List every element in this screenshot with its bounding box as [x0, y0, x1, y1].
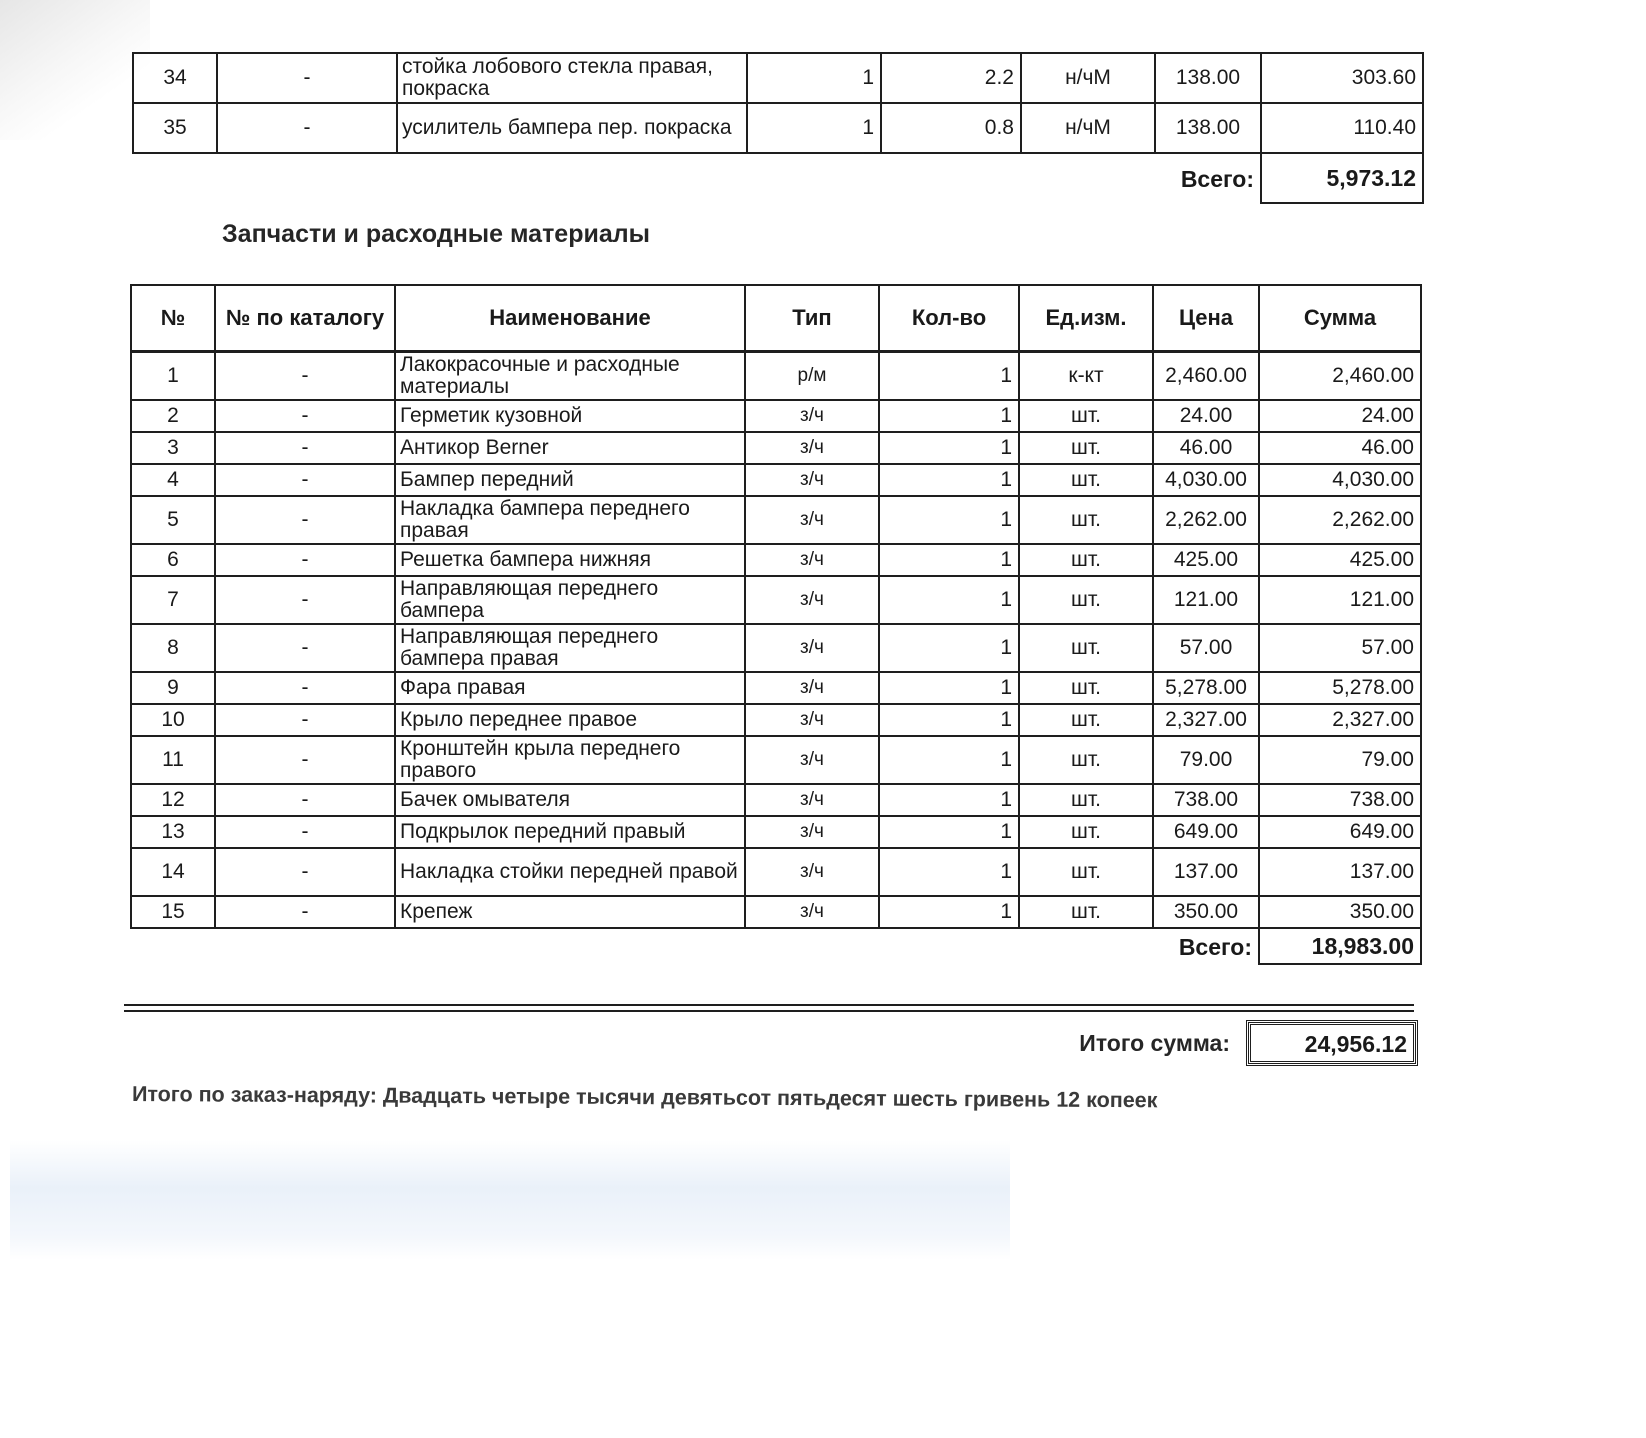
- row-number: 4: [131, 464, 215, 496]
- item-quantity: 1: [879, 496, 1019, 544]
- item-name: Крепеж: [395, 896, 745, 928]
- works-total-value: 5,973.12: [1261, 153, 1423, 203]
- item-sum: 4,030.00: [1259, 464, 1421, 496]
- item-price: 2,460.00: [1153, 352, 1259, 401]
- item-price: 425.00: [1153, 544, 1259, 576]
- item-sum: 79.00: [1259, 736, 1421, 784]
- column-header-sum: Сумма: [1259, 285, 1421, 352]
- catalog-number: -: [215, 704, 395, 736]
- double-rule-bottom: [124, 1010, 1414, 1012]
- row-number: 35: [133, 103, 217, 153]
- item-sum: 5,278.00: [1259, 672, 1421, 704]
- item-price: 738.00: [1153, 784, 1259, 816]
- item-sum: 2,327.00: [1259, 704, 1421, 736]
- item-unit: шт.: [1019, 736, 1153, 784]
- row-number: 7: [131, 576, 215, 624]
- item-type: з/ч: [745, 400, 879, 432]
- table-row: [131, 544, 1421, 576]
- item-unit: к-кт: [1019, 352, 1153, 401]
- parts-table-body: [131, 352, 1421, 929]
- item-unit: шт.: [1019, 464, 1153, 496]
- item-sum: 2,262.00: [1259, 496, 1421, 544]
- item-name: Кронштейн крыла переднего правого: [395, 736, 745, 784]
- item-unit: шт.: [1019, 496, 1153, 544]
- scan-shadow: [0, 0, 150, 140]
- item-type: з/ч: [745, 816, 879, 848]
- item-unit: шт.: [1019, 672, 1153, 704]
- parts-table: [130, 284, 1422, 965]
- item-sum: 137.00: [1259, 848, 1421, 896]
- item-sum: 350.00: [1259, 896, 1421, 928]
- item-name: Направляющая переднего бампера правая: [395, 624, 745, 672]
- grand-total-value: 24,956.12: [1304, 1031, 1407, 1057]
- table-row: [131, 624, 1421, 672]
- catalog-number: -: [215, 784, 395, 816]
- table-row: [131, 736, 1421, 784]
- table-row: [131, 576, 1421, 624]
- item-unit: н/чМ: [1021, 103, 1155, 153]
- catalog-number: -: [215, 736, 395, 784]
- row-number: 3: [131, 432, 215, 464]
- scan-smudge: [10, 1140, 1010, 1260]
- item-type: р/м: [745, 352, 879, 401]
- item-unit: шт.: [1019, 704, 1153, 736]
- parts-total-label: Всего:: [1178, 933, 1252, 960]
- table-header-row: [131, 285, 1421, 352]
- row-number: 8: [131, 624, 215, 672]
- item-price: 137.00: [1153, 848, 1259, 896]
- table-row: [131, 672, 1421, 704]
- item-type: з/ч: [745, 432, 879, 464]
- catalog-number: -: [215, 624, 395, 672]
- item-unit: шт.: [1019, 896, 1153, 928]
- item-type: з/ч: [745, 496, 879, 544]
- item-price: 57.00: [1153, 624, 1259, 672]
- column-header-quantity: Кол-во: [879, 285, 1019, 352]
- section-title: Запчасти и расходные материалы: [222, 220, 650, 248]
- item-unit: шт.: [1019, 848, 1153, 896]
- row-number: 2: [131, 400, 215, 432]
- item-name: Направляющая переднего бампера: [395, 576, 745, 624]
- column-header-price: Цена: [1153, 285, 1259, 352]
- column-header-name: Наименование: [395, 285, 745, 352]
- catalog-number: -: [215, 432, 395, 464]
- catalog-number: -: [215, 672, 395, 704]
- item-quantity: 1: [879, 352, 1019, 401]
- item-quantity: 1: [879, 624, 1019, 672]
- item-price: 350.00: [1153, 896, 1259, 928]
- item-type: з/ч: [745, 848, 879, 896]
- row-number: 1: [131, 352, 215, 401]
- item-quantity: 2.2: [881, 53, 1021, 103]
- item-unit: шт.: [1019, 576, 1153, 624]
- item-name: Герметик кузовной: [395, 400, 745, 432]
- row-number: 15: [131, 896, 215, 928]
- item-name: Фара правая: [395, 672, 745, 704]
- parts-total-row: [131, 928, 1421, 964]
- item-sum: 110.40: [1261, 103, 1423, 153]
- table-row: [131, 496, 1421, 544]
- table-row: [131, 784, 1421, 816]
- item-name: Антикор Berner: [395, 432, 745, 464]
- catalog-number: -: [215, 352, 395, 401]
- item-price: 4,030.00: [1153, 464, 1259, 496]
- works-total-label: Всего:: [1180, 165, 1254, 192]
- row-number: 10: [131, 704, 215, 736]
- catalog-number: -: [217, 103, 397, 153]
- table-row: [131, 704, 1421, 736]
- catalog-number: -: [215, 848, 395, 896]
- item-name: Подкрылок передний правый: [395, 816, 745, 848]
- works-total-row: [133, 153, 1423, 203]
- table-row: [131, 896, 1421, 928]
- item-name: Лакокрасочные и расходные материалы: [395, 352, 745, 401]
- item-quantity: 1: [879, 848, 1019, 896]
- row-number: 34: [133, 53, 217, 103]
- item-unit: шт.: [1019, 816, 1153, 848]
- item-quantity: 1: [879, 896, 1019, 928]
- item-name: Накладка стойки передней правой: [395, 848, 745, 896]
- item-name: усилитель бампера пер. покраска: [397, 103, 747, 153]
- item-price: 2,327.00: [1153, 704, 1259, 736]
- item-name: Крыло переднее правое: [395, 704, 745, 736]
- column-header-type: Тип: [745, 285, 879, 352]
- item-unit: н/чМ: [1021, 53, 1155, 103]
- item-type: 1: [747, 103, 881, 153]
- works-table: [132, 52, 1424, 204]
- item-type: з/ч: [745, 736, 879, 784]
- item-type: з/ч: [745, 576, 879, 624]
- item-quantity: 1: [879, 432, 1019, 464]
- item-sum: 2,460.00: [1259, 352, 1421, 401]
- catalog-number: -: [215, 544, 395, 576]
- item-quantity: 1: [879, 576, 1019, 624]
- item-type: з/ч: [745, 672, 879, 704]
- item-quantity: 1: [879, 784, 1019, 816]
- catalog-number: -: [217, 53, 397, 103]
- catalog-number: -: [215, 896, 395, 928]
- double-rule-top: [124, 1004, 1414, 1006]
- table-row: [131, 400, 1421, 432]
- grand-total-box: [1248, 1022, 1416, 1064]
- item-quantity: 1: [879, 464, 1019, 496]
- item-unit: шт.: [1019, 624, 1153, 672]
- table-row: [133, 103, 1423, 153]
- table-row: [131, 352, 1421, 401]
- table-row: [131, 848, 1421, 896]
- item-quantity: 1: [879, 672, 1019, 704]
- amount-in-words: Итого по заказ-наряду: Двадцать четыре тысячи девятьсот пятьдесят шесть гривень 12 копеек: [131, 1082, 1158, 1113]
- item-type: з/ч: [745, 704, 879, 736]
- item-price: 46.00: [1153, 432, 1259, 464]
- column-header-unit: Ед.изм.: [1019, 285, 1153, 352]
- item-price: 5,278.00: [1153, 672, 1259, 704]
- table-row: [131, 432, 1421, 464]
- table-row: [131, 816, 1421, 848]
- item-price: 649.00: [1153, 816, 1259, 848]
- item-price: 2,262.00: [1153, 496, 1259, 544]
- row-number: 9: [131, 672, 215, 704]
- item-unit: шт.: [1019, 400, 1153, 432]
- item-name: Бампер передний: [395, 464, 745, 496]
- item-sum: 121.00: [1259, 576, 1421, 624]
- item-price: 138.00: [1155, 103, 1261, 153]
- item-quantity: 1: [879, 816, 1019, 848]
- item-price: 138.00: [1155, 53, 1261, 103]
- item-quantity: 1: [879, 704, 1019, 736]
- column-header-number: №: [131, 285, 215, 352]
- table-row: [133, 53, 1423, 103]
- catalog-number: -: [215, 576, 395, 624]
- item-unit: шт.: [1019, 432, 1153, 464]
- item-name: стойка лобового стекла правая, покраска: [397, 53, 747, 103]
- item-type: з/ч: [745, 544, 879, 576]
- item-sum: 24.00: [1259, 400, 1421, 432]
- item-sum: 46.00: [1259, 432, 1421, 464]
- item-price: 121.00: [1153, 576, 1259, 624]
- row-number: 12: [131, 784, 215, 816]
- grand-total-label: Итого сумма:: [1079, 1030, 1230, 1056]
- item-type: з/ч: [745, 624, 879, 672]
- item-type: з/ч: [745, 896, 879, 928]
- catalog-number: -: [215, 816, 395, 848]
- catalog-number: -: [215, 496, 395, 544]
- catalog-number: -: [215, 464, 395, 496]
- table-row: [131, 464, 1421, 496]
- item-quantity: 1: [879, 736, 1019, 784]
- item-name: Бачек омывателя: [395, 784, 745, 816]
- item-sum: 57.00: [1259, 624, 1421, 672]
- item-name: Накладка бампера переднего правая: [395, 496, 745, 544]
- item-type: з/ч: [745, 784, 879, 816]
- item-price: 79.00: [1153, 736, 1259, 784]
- item-quantity: 1: [879, 400, 1019, 432]
- item-price: 24.00: [1153, 400, 1259, 432]
- parts-total-value: 18,983.00: [1259, 928, 1421, 964]
- catalog-number: -: [215, 400, 395, 432]
- row-number: 6: [131, 544, 215, 576]
- item-sum: 738.00: [1259, 784, 1421, 816]
- item-unit: шт.: [1019, 544, 1153, 576]
- item-quantity: 0.8: [881, 103, 1021, 153]
- row-number: 14: [131, 848, 215, 896]
- item-sum: 425.00: [1259, 544, 1421, 576]
- column-header-catalog: № по каталогу: [215, 285, 395, 352]
- item-sum: 303.60: [1261, 53, 1423, 103]
- item-name: Решетка бампера нижняя: [395, 544, 745, 576]
- row-number: 13: [131, 816, 215, 848]
- item-sum: 649.00: [1259, 816, 1421, 848]
- row-number: 5: [131, 496, 215, 544]
- item-type: 1: [747, 53, 881, 103]
- row-number: 11: [131, 736, 215, 784]
- item-unit: шт.: [1019, 784, 1153, 816]
- item-type: з/ч: [745, 464, 879, 496]
- item-quantity: 1: [879, 544, 1019, 576]
